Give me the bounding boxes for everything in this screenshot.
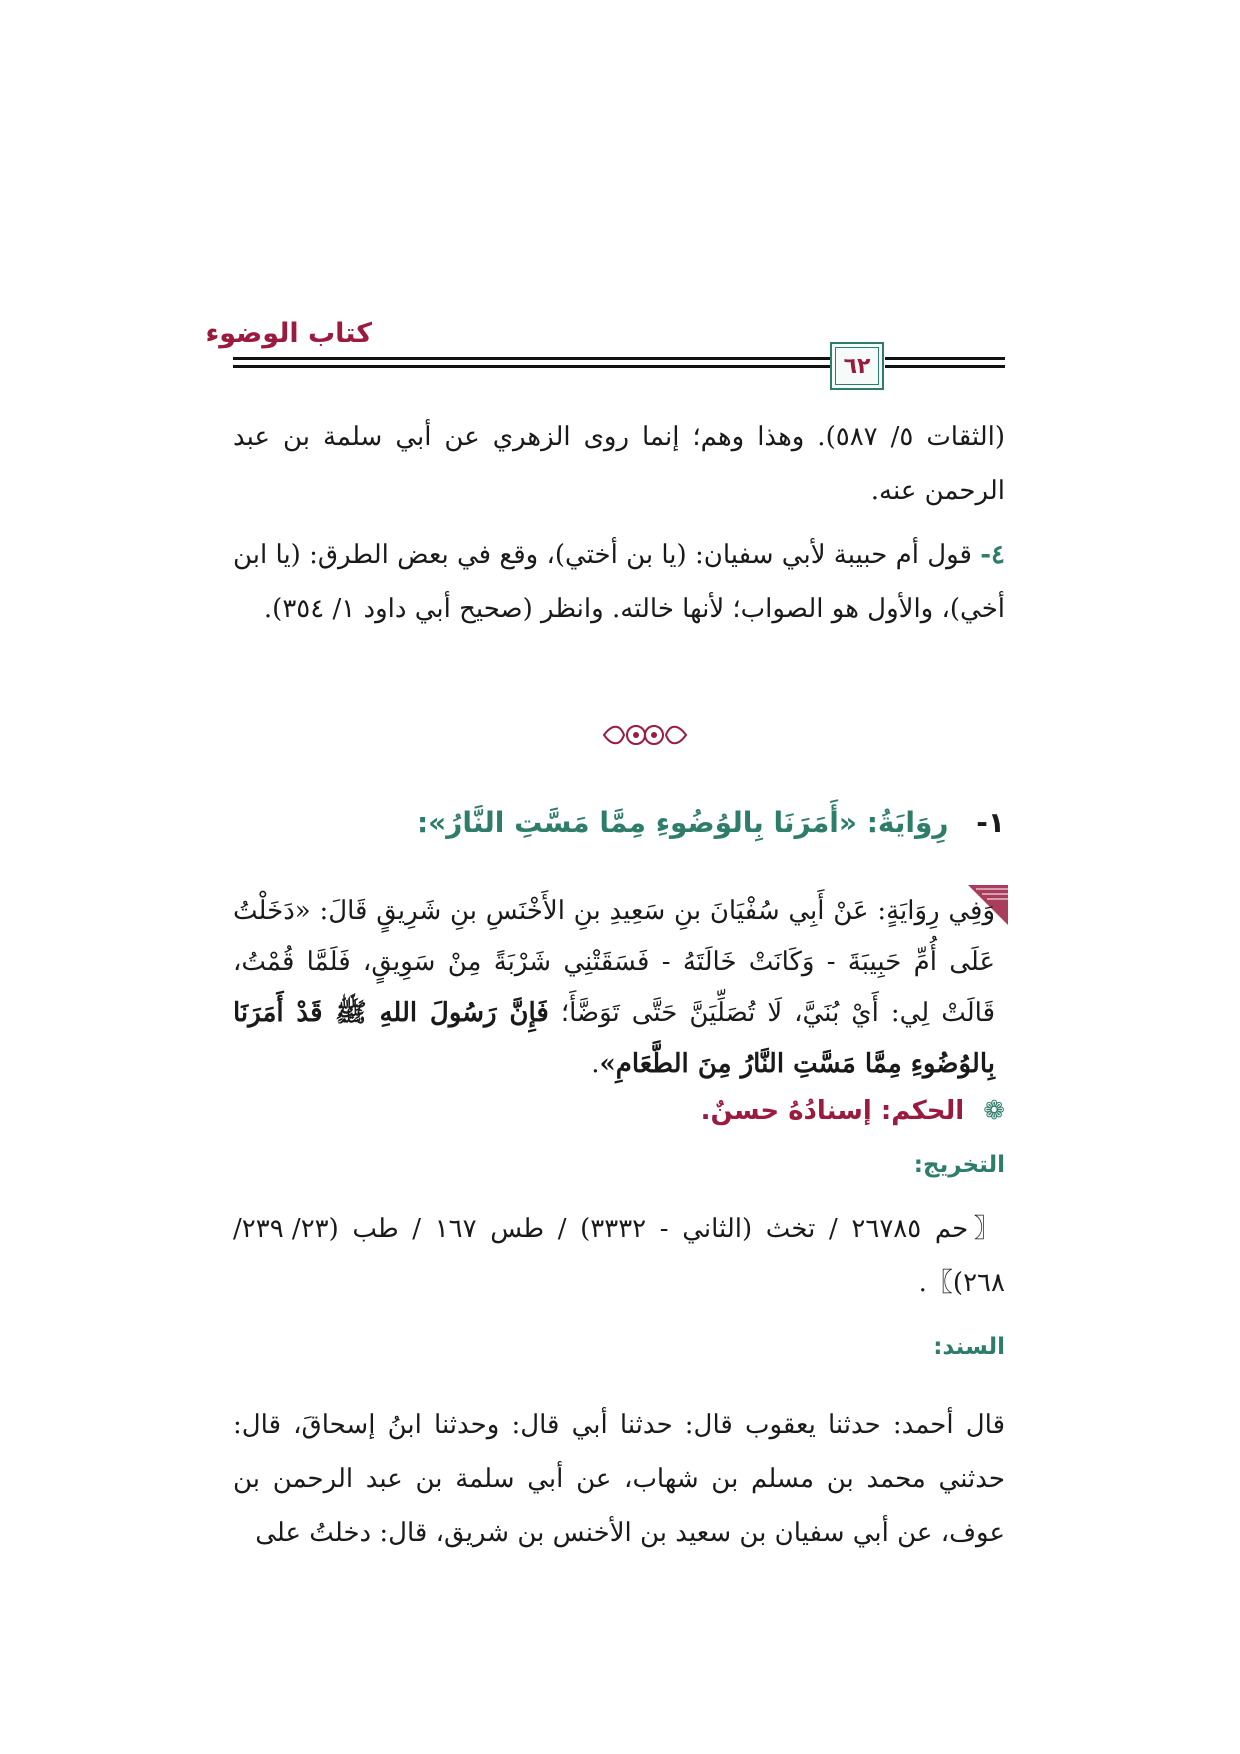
hadith-intro: وَفِي رِوَايَةٍ: عَنْ أَبِي سُفْيَانَ بنِ سَعِيدِ بنِ الأَخْنَسِ بنِ شَرِيقٍ قَالَ: «دَخَلْتُ عَلَى أُمِّ حَبِيبَةَ - وَكَانَتْ خَالَتَهُ - فَسَقَتْنِي شَرْبَةً مِنْ سَوِيقٍ، فَلَمَّا قُمْتُ، قَالَتْ لِي: أَيْ بُنَيَّ، لَا تُصَلِّيَنَّ حَتَّى تَوَضَّأَ؛: [233, 896, 996, 1028]
section-title: رِوَايَةُ: «أَمَرَنَا بِالوُضُوءِ مِمَّا مَسَّتِ النَّارُ»:: [416, 806, 949, 839]
running-title: كتاب الوضوء: [205, 318, 372, 349]
section-number: ١-: [976, 806, 1005, 839]
header-rule-bottom-right: [233, 365, 830, 368]
header-rule-top-left: [885, 357, 1005, 360]
flower-bullet-icon: ❁: [983, 1096, 1005, 1126]
ruling-label: الحكم:: [880, 1096, 965, 1126]
takhrij-heading: التخريج:: [913, 1152, 1005, 1178]
page-number-frame: [830, 342, 884, 390]
ruling-line: [233, 1096, 1005, 1126]
sanad-heading: السند:: [933, 1334, 1005, 1360]
page-number: ٦٢: [843, 353, 871, 379]
section-heading: [233, 806, 1005, 839]
ruling-value: إسنادُهُ حسنٌ.: [700, 1096, 872, 1126]
note-paragraph-3-end: (الثقات ٥/ ٥٨٧). وهذا وهم؛ إنما روى الزهري عن أبي سلمة بن عبد الرحمن عنه.: [233, 422, 1006, 506]
header-rule-bottom-left: [885, 365, 1005, 368]
note-paragraph-4: [233, 528, 1005, 636]
hadith-text: [233, 886, 995, 1090]
hadith-bold-part: فَإِنَّ رَسُولَ اللهِ ﷺ قَدْ أَمَرَنَا بِالوُضُوءِ مِمَّا مَسَّتِ النَّارُ مِنَ الطَّعَامِ»: [233, 998, 995, 1079]
note-number: ٤-: [980, 540, 1005, 570]
section-divider-ornament-icon: [600, 720, 690, 750]
header-rule-top-right: [233, 357, 830, 360]
sanad-text: قال أحمد: حدثنا يعقوب قال: حدثنا أبي قال: وحدثنا ابنُ إسحاقَ، قال: حدثني محمد بن مسلم بن شهاب، عن أبي سلمة بن عبد الرحمن بن عوف، عن أبي سفيان بن سعيد بن الأخنس بن شريق، قال: دخلتُ على: [233, 1410, 1005, 1548]
note-text: قول أم حبيبة لأبي سفيان: (يا بن أختي)، وقع في بعض الطرق: (يا ابن أخي)، والأول هو الصواب؛ لأنها خالته. وانظر (صحيح أبي داود ١/ ٣٥٤).: [233, 540, 1005, 624]
takhrij-text: 〖حم ٢٦٧٨٥ / تخث (الثاني - ٣٣٣٢) / طس ١٦٧ / طب (٢٣/ ٢٣٩/ ٢٦٨)〗.: [233, 1214, 1005, 1298]
hadith-end: .: [591, 1049, 600, 1079]
